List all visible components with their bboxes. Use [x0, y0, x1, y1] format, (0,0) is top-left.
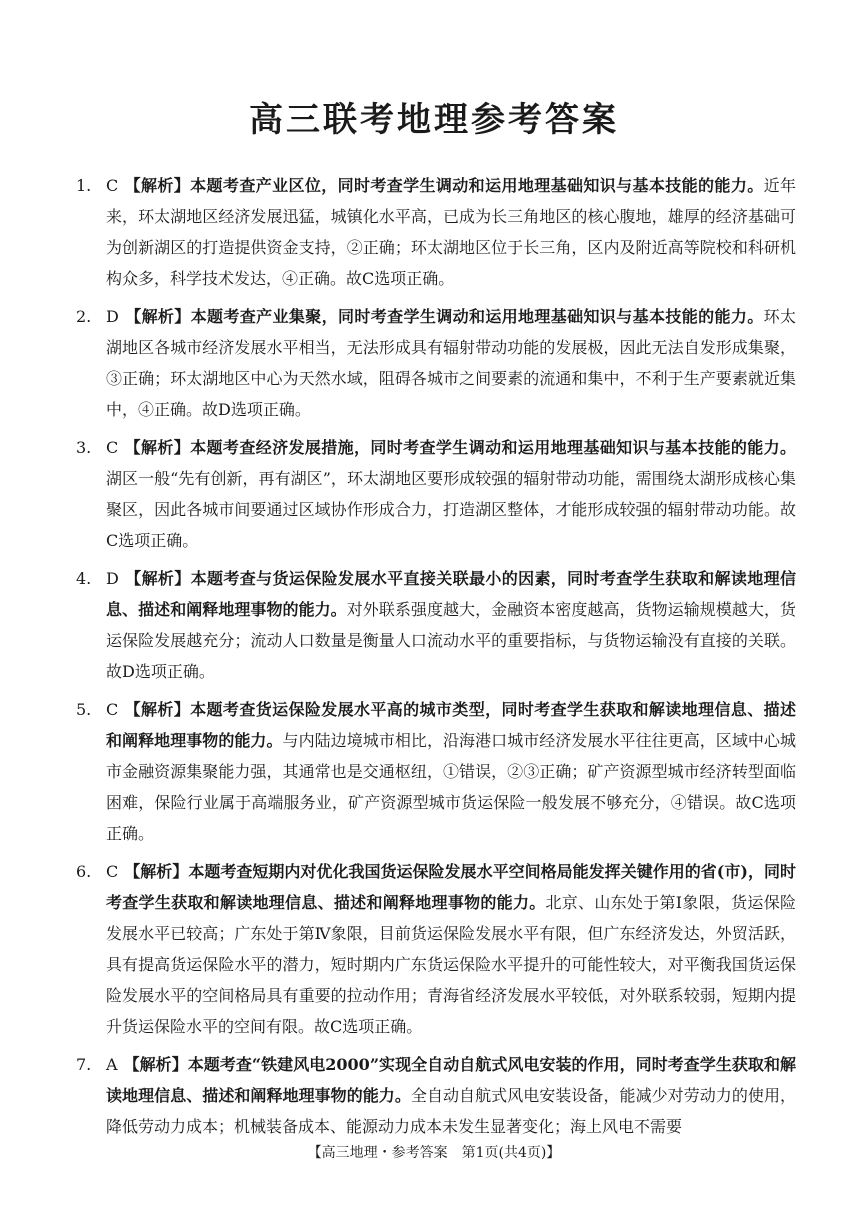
item-analysis-heading: 【解析】本题考查货运保险发展水平高的城市类型，同时考查学生获取和解读地理信息、描述和阐释地理事物的能力。 [106, 700, 796, 750]
item-number: 4. [76, 569, 92, 588]
item-explanation: 对外联系强度越大，金融资本密度越高，货物运输规模越大，货运保险发展越充分；流动人口数量是衡量人口流动水平的重要指标，与货物运输没有直接的关联。故D选项正确。 [106, 600, 796, 681]
item-answer: D [106, 307, 119, 326]
answer-item [76, 432, 796, 556]
item-answer: D [106, 569, 119, 588]
item-analysis-heading: 【解析】本题考查“铁建风电2000”实现全自动自航式风电安装的作用，同时考查学生获取和解读地理信息、描述和阐释地理事物的能力。 [106, 1055, 796, 1105]
answer-item [76, 301, 796, 425]
item-analysis-heading: 【解析】本题考查产业集聚，同时考查学生调动和运用地理基础知识与基本技能的能力。 [124, 307, 764, 326]
item-analysis-heading: 【解析】本题考查产业区位，同时考查学生调动和运用地理基础知识与基本技能的能力。 [124, 176, 764, 195]
item-number: 3. [76, 438, 92, 457]
page-footer: 【高三地理・参考答案 第1页(共4页)】 [307, 1145, 561, 1161]
answer-list [76, 170, 796, 1149]
item-number: 6. [76, 862, 92, 881]
item-analysis-heading: 【解析】本题考查与货运保险发展水平直接关联最小的因素，同时考查学生获取和解读地理信息、描述和阐释地理事物的能力。 [106, 569, 796, 619]
answer-item [76, 563, 796, 687]
item-answer: C [106, 176, 119, 195]
item-answer: C [106, 438, 119, 457]
item-number: 5. [76, 700, 92, 719]
item-answer: A [106, 1055, 118, 1074]
item-explanation: 湖区一般“先有创新，再有湖区”，环太湖地区要形成较强的辐射带动功能，需围绕太湖形成核心集聚区，因此各城市间要通过区域协作形成合力，打造湖区整体，才能形成较强的辐射带动功能。故C选项正确。 [106, 469, 796, 550]
item-number: 2. [76, 307, 92, 326]
answer-item [76, 856, 796, 1042]
item-explanation: 北京、山东处于第Ⅰ象限，货运保险发展水平已较高；广东处于第Ⅳ象限，目前货运保险发展水平有限，但广东经济发达，外贸活跃，具有提高货运保险水平的潜力，短时期内广东货运保险水平提升的可能性较大，对平衡我国货运保险发展水平的空间格局具有重要的拉动作用；青海省经济发展水平较低，对外联系较弱，短期内提升货运保险水平的空间有限。故C选项正确。 [106, 893, 796, 1036]
item-explanation: 近年来，环太湖地区经济发展迅猛，城镇化水平高，已成为长三角地区的核心腹地，雄厚的经济基础可为创新湖区的打造提供资金支持，②正确；环太湖地区位于长三角，区内及附近高等院校和科研机构众多，科学技术发达，④正确。故C选项正确。 [106, 176, 796, 288]
answer-item [76, 1049, 796, 1142]
answer-item [76, 694, 796, 849]
page-title: 高三联考地理参考答案 [249, 100, 619, 140]
item-analysis-heading: 【解析】本题考查经济发展措施，同时考查学生调动和运用地理基础知识与基本技能的能力。 [124, 438, 796, 457]
item-explanation: 全自动自航式风电安装设备，能减少对劳动力的使用，降低劳动力成本；机械装备成本、能源动力成本未发生显著变化；海上风电不需要 [106, 1086, 796, 1136]
item-analysis-heading: 【解析】本题考查短期内对优化我国货运保险发展水平空间格局能发挥关键作用的省(市)，同时考查学生获取和解读地理信息、描述和阐释地理事物的能力。 [106, 862, 796, 912]
item-explanation: 环太湖地区各城市经济发展水平相当，无法形成具有辐射带动功能的发展极，因此无法自发形成集聚，③正确；环太湖地区中心为天然水域，阻碍各城市之间要素的流通和集中，不利于生产要素就近集中，④正确。故D选项正确。 [106, 307, 796, 419]
item-explanation: 与内陆边境城市相比，沿海港口城市经济发展水平往往更高，区域中心城市金融资源集聚能力强，其通常也是交通枢纽，①错误，②③正确；矿产资源型城市经济转型面临困难，保险行业属于高端服务业，矿产资源型城市货运保险一般发展不够充分，④错误。故C选项正确。 [106, 731, 796, 843]
item-number: 1. [76, 176, 92, 195]
item-number: 7. [76, 1055, 92, 1074]
item-answer: C [106, 700, 119, 719]
answer-item [76, 170, 796, 294]
item-answer: C [106, 862, 119, 881]
